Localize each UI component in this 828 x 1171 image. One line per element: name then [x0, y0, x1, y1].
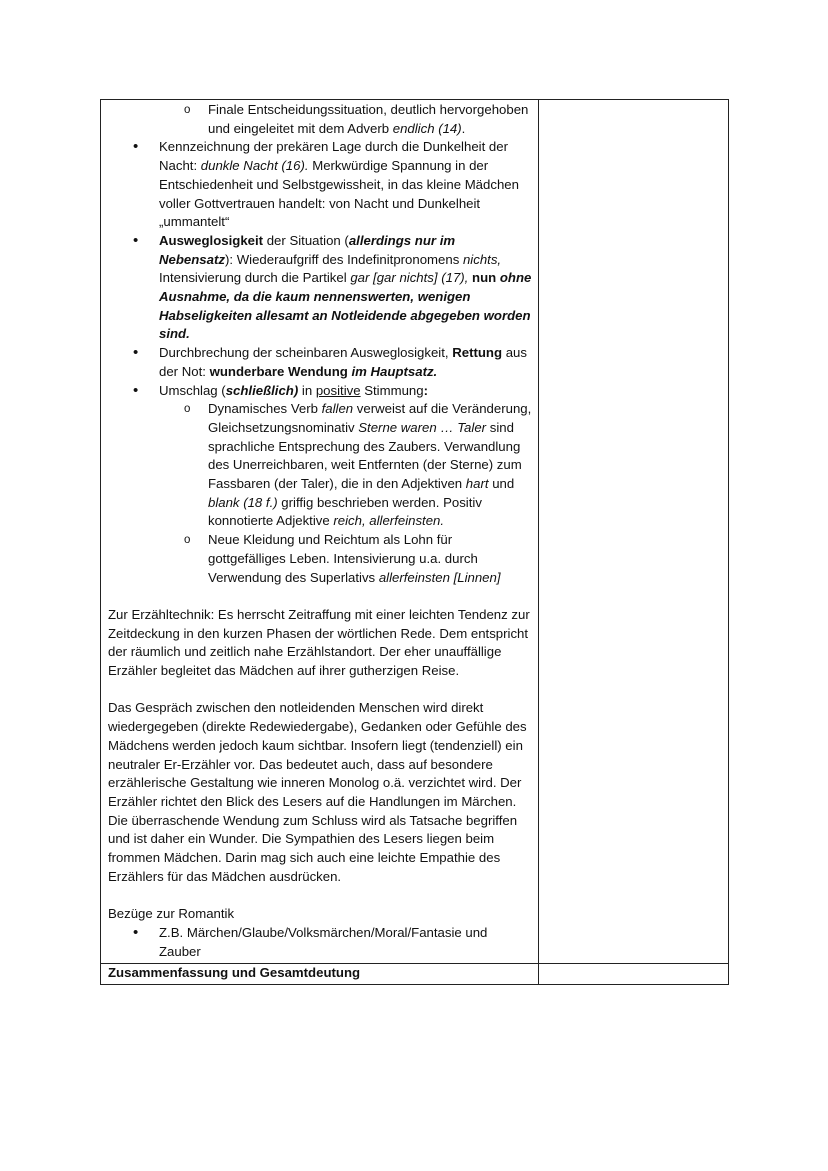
bullet-item-turning-point: • Umschlag (schließlich) in positive Stimmung: [108, 382, 532, 401]
sub-item-final-decision: o Finale Entscheidungssituation, deutlich hervorgehoben und eingeleitet mit dem Adverb endlich (14). [108, 101, 532, 138]
romantik-heading: Bezüge zur Romantik [108, 906, 235, 922]
sub-list-top [108, 101, 532, 138]
paragraph-narrator: Das Gespräch zwischen den notleidenden Menschen wird direkt wiedergegeben (direkte Redewiedergabe), Gedanken oder Gefühle des Mädchens werden jedoch kaum sichtbar. Insofern liegt (tendenziell) ein neutraler Er-Erzähler vor. Das bedeutet auch, dass auf besondere erzählerische Gestaltung wie inneren Monolog o.ä. verzichtet wird. Der Erzähler richtet den Blick des Lesers auf die Handlungen im Märchen. Die überraschende Wendung zum Schluss wird als Tatsache begriffen und ist daher ein Wunder. Die Sympathien des Lesers liegen beim frommen Mädchen. Darin mag sich auch eine leichte Empathie des Erzählers für das Mädchen ausdrücken. [108, 700, 527, 884]
sub-list-turning-point [108, 400, 532, 587]
bullet-item-rescue: • Durchbrechung der scheinbaren Ausweglosigkeit, Rettung aus der Not: wunderbare Wendung im Hauptsatz. [108, 344, 532, 381]
romantik-list-item: • Z.B. Märchen/Glaube/Volksmärchen/Moral/Fantasie und Zauber [108, 924, 532, 961]
analysis-table [100, 99, 729, 985]
bullet-item-darkness: • Kennzeichnung der prekären Lage durch die Dunkelheit der Nacht: dunkle Nacht (16). Merkwürdige Spannung in der Entschiedenheit und Selbstgewissheit, in das kleine Mädchen voller Gottvertrauen handelt: von Nacht und Dunkelheit „ummantelt“ [108, 138, 532, 232]
analysis-row [101, 100, 729, 964]
summary-heading: Zusammenfassung und Gesamtdeutung [108, 965, 361, 981]
sub-item-dynamic-verb: o Dynamisches Verb fallen verweist auf die Veränderung, Gleichsetzungsnominativ Sterne waren … Taler sind sprachliche Entsprechung des Zaubers. Verwandlung des Unerreichbaren, weit Entfernten (der Sterne) zum Fassbaren (der Taler), die in den Adjektiven hart und blank (18 f.) griffig beschrieben werden. Positiv konnotierte Adjektive reich, allerfeinsten. [108, 400, 532, 531]
summary-cell [101, 964, 539, 985]
summary-notes-cell [539, 964, 729, 985]
bullet-list-main [108, 138, 532, 400]
romantik-list [108, 924, 532, 961]
sub-item-new-clothes: o Neue Kleidung und Reichtum als Lohn für gottgefälliges Leben. Intensivierung u.a. durch Verwendung des Superlativs allerfeinsten [Linnen] [108, 531, 532, 587]
summary-row [101, 964, 729, 985]
notes-cell [539, 100, 729, 964]
analysis-cell [101, 100, 539, 964]
paragraph-narrative-technique: Zur Erzähltechnik: Es herrscht Zeitraffung mit einer leichten Tendenz zur Zeitdeckung in den kurzen Phasen der wörtlichen Rede. Dem entspricht der räumlich und zeitlich nahe Erzählstandort. Der eher unauffällige Erzähler begleitet das Mädchen auf ihrer gutherzigen Reise. [108, 606, 530, 679]
bullet-item-hopelessness: • Ausweglosigkeit der Situation (allerdings nur im Nebensatz): Wiederaufgriff des Indefinitpronomens nichts, Intensivierung durch die Partikel gar [gar nichts] (17), nun ohne Ausnahme, da die kaum nennenswerten, wenigen Habseligkeiten allesamt an Notleidende abgegeben worden sind. [108, 232, 532, 344]
